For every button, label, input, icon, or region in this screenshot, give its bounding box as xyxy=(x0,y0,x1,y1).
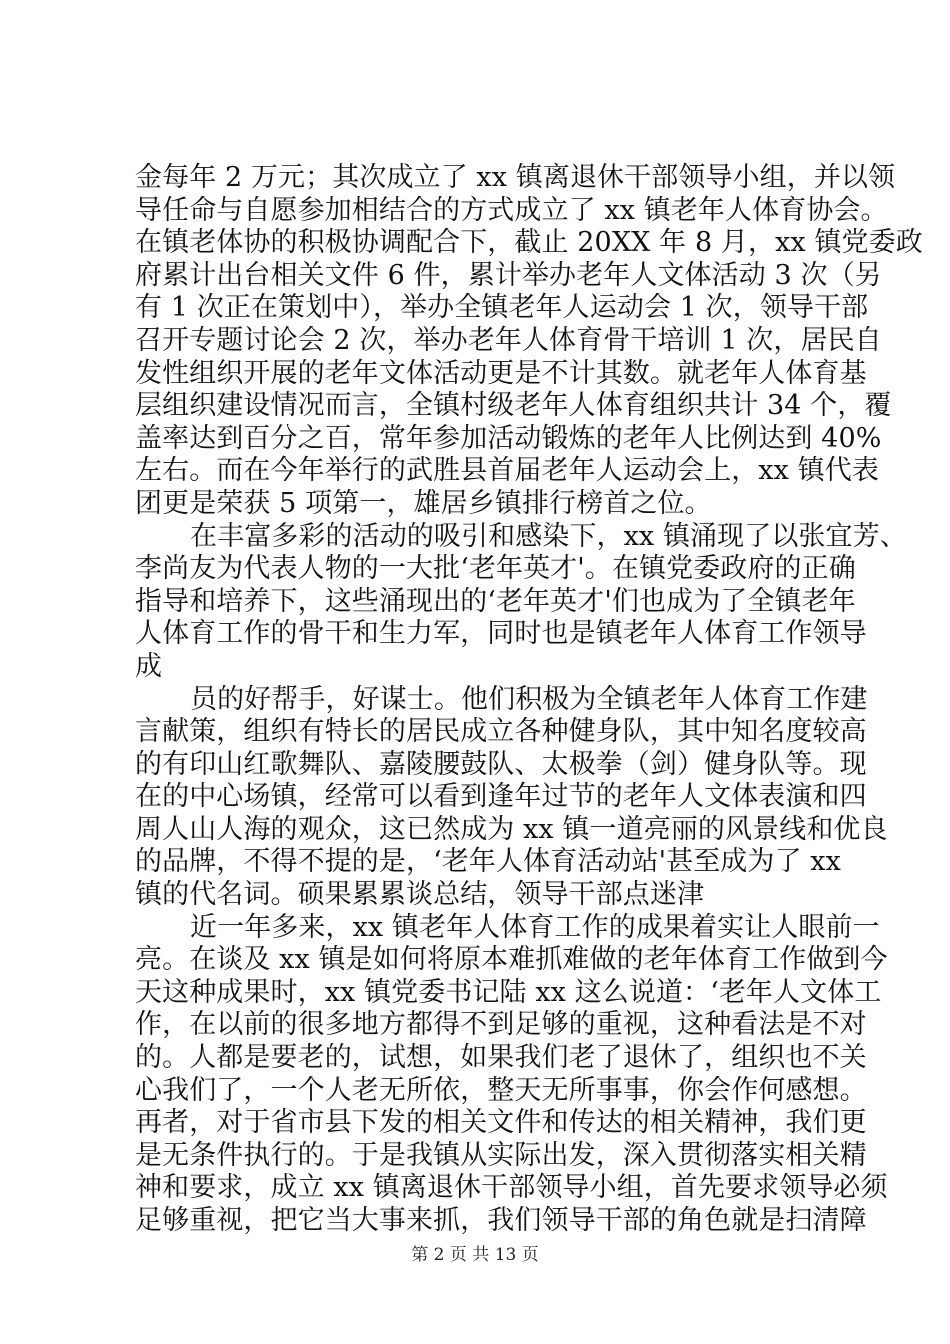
text-line: 的有印山红歌舞队、嘉陵腰鼓队、太极拳（剑）健身队等。现 xyxy=(135,748,867,780)
text-line: 金每年 2 万元；其次成立了 xx 镇离退休干部领导小组，并以领 xyxy=(135,162,896,193)
text-line: 人体育工作的骨干和生力军，同时也是镇老年人体育工作领导 xyxy=(135,618,867,650)
page-number: 第 2 页 共 13 页 xyxy=(411,1245,539,1265)
text-line: 有 1 次正在策划中），举办全镇老年人运动会 1 次，领导干部 xyxy=(135,292,869,324)
text-line: 层组织建设情况而言，全镇村级老年人体育组织共计 34 个，覆 xyxy=(135,390,892,422)
text-line: 神和要求，成立 xx 镇离退休干部领导小组，首先要求领导必须 xyxy=(135,1172,888,1204)
text-line: 再者，对于省市县下发的相关文件和传达的相关精神，我们更 xyxy=(135,1107,867,1139)
paragraph-1 xyxy=(135,162,923,521)
text-line: 发性组织开展的老年文体活动更是不计其数。就老年人体育基 xyxy=(135,357,867,389)
paragraph-4 xyxy=(135,911,888,1238)
text-line: 近一年多来，xx 镇老年人体育工作的成果着实让人眼前一 xyxy=(190,911,880,943)
text-line: 镇的代名词。硕果累累谈总结，领导干部点迷津 xyxy=(135,879,705,911)
paragraph-3 xyxy=(135,683,888,912)
text-line: 周人山人海的观众，这已然成为 xx 镇一道亮丽的风景线和优良 xyxy=(135,813,888,845)
text-line: 左右。而在今年举行的武胜县首届老年人运动会上，xx 镇代表 xyxy=(135,455,879,487)
text-line: 足够重视，把它当大事来抓，我们领导干部的角色就是扫清障 xyxy=(135,1205,867,1236)
document-body xyxy=(135,162,923,1238)
text-line: 在的中心场镇，经常可以看到逢年过节的老年人文体表演和四 xyxy=(135,781,867,813)
text-line: 员的好帮手，好谋士。他们积极为全镇老年人体育工作建 xyxy=(190,683,868,715)
text-line: 在丰富多彩的活动的吸引和感染下，xx 镇涌现了以张宜芳、 xyxy=(190,520,907,552)
text-line: 作，在以前的很多地方都得不到足够的重视，这种看法是不对 xyxy=(135,1009,867,1041)
text-line: 心我们了，一个人老无所依，整天无所事事，你会作何感想。 xyxy=(135,1074,867,1106)
text-line: 成 xyxy=(135,650,163,682)
text-line: 指导和培养下，这些涌现出的‘老年英才'们也成为了全镇老年 xyxy=(135,585,856,617)
text-line: 盖率达到百分之百，常年参加活动锻炼的老年人比例达到 40% xyxy=(135,422,882,454)
text-line: 的品牌，不得不提的是，‘老年人体育活动站'甚至成为了 xx xyxy=(135,846,841,878)
text-line: 府累计出台相关文件 6 件，累计举办老年人文体活动 3 次（另 xyxy=(135,259,882,291)
text-line: 是无条件执行的。于是我镇从实际出发，深入贯彻落实相关精 xyxy=(135,1139,867,1171)
text-line: 亮。在谈及 xx 镇是如何将原本难抓难做的老年体育工作做到今 xyxy=(135,944,888,976)
text-line: 李尚友为代表人物的一大批‘老年英才'。在镇党委政府的正确 xyxy=(135,553,856,585)
text-line: 团更是荣获 5 项第一，雄居乡镇排行榜首之位。 xyxy=(135,487,712,519)
text-line: 的。人都是要老的，试想，如果我们老了退休了，组织也不关 xyxy=(135,1042,867,1074)
text-line: 召开专题讨论会 2 次，举办老年人体育骨干培训 1 次，居民自 xyxy=(135,324,882,356)
text-line: 在镇老体协的积极协调配合下，截止 20XX 年 8 月，xx 镇党委政 xyxy=(135,227,923,259)
text-line: 天这种成果时，xx 镇党委书记陆 xx 这么说道：‘老年人文体工 xyxy=(135,976,882,1008)
text-line: 导任命与自愿参加相结合的方式成立了 xx 镇老年人体育协会。 xyxy=(135,194,888,226)
text-line: 言献策，组织有特长的居民成立各种健身队，其中知名度较高 xyxy=(135,716,867,748)
paragraph-2 xyxy=(135,520,907,684)
